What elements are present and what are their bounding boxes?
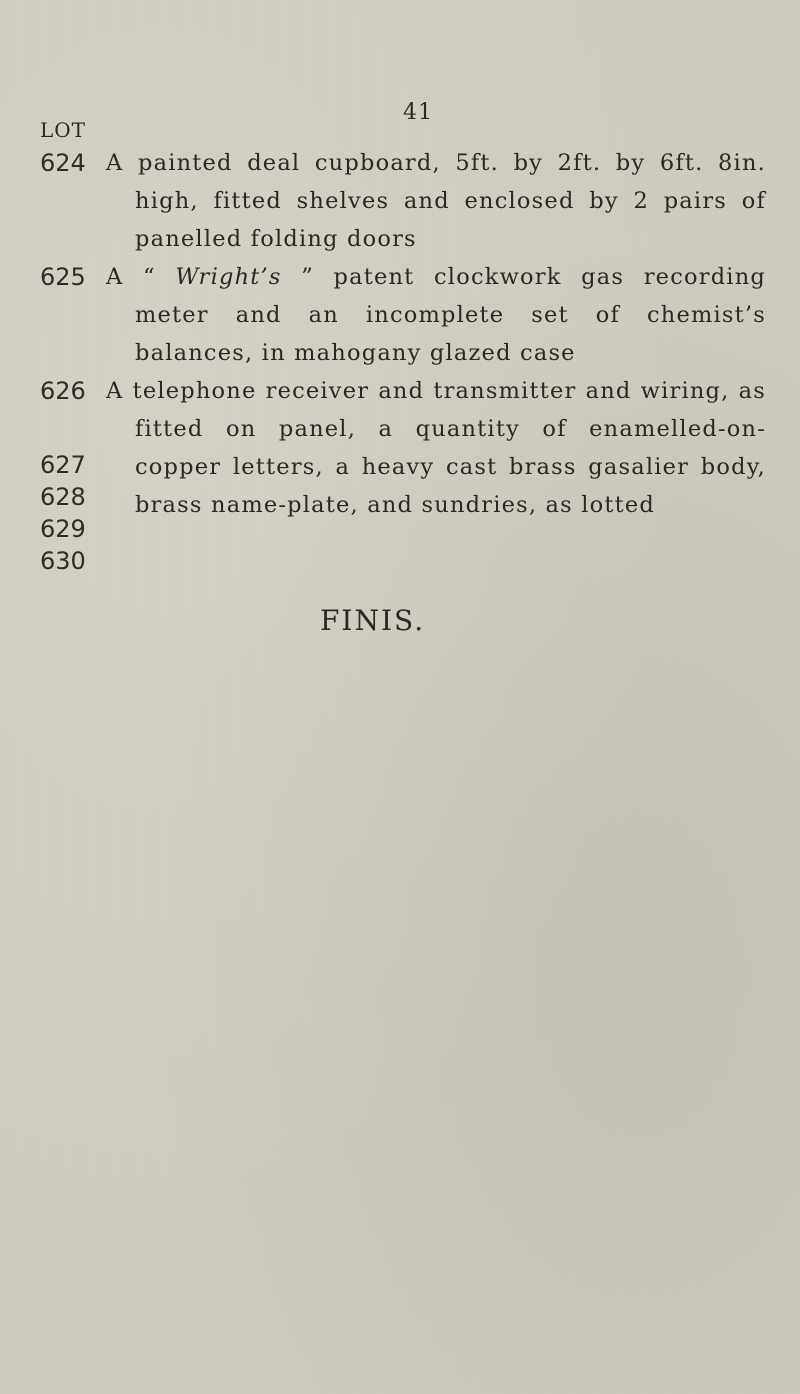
lot-description-text [106,258,766,372]
lot-number: 626 [40,377,86,405]
lot-description [106,372,766,524]
lot-number: 630 [40,547,86,575]
lot-description [106,144,766,258]
lot-description-post: ” patent clockwork gas recording meter and an incomplete set of chemist’s balances, in mahogany glazed case [135,264,766,366]
lot-description-text: A telephone receiver and transmitter and wiring, as fitted on panel, a quantity of enamelled-on-copper letters, a heavy cast brass gasalier body, brass name-plate, and sundries, as lotted [106,378,766,518]
finis-closing: FINIS. [320,604,426,637]
lot-description-italic: Wright’s [175,264,282,290]
lot-number: 629 [40,515,86,543]
lot-number: 624 [40,149,86,177]
lot-description [106,258,766,372]
lot-number: 625 [40,263,86,291]
lot-description-pre: A “ [106,264,176,290]
page-number: 41 [403,100,433,125]
lot-description-text: A painted deal cupboard, 5ft. by 2ft. by 6ft. 8in. high, fitted shelves and enclosed by 2 pairs of panelled folding doors [106,150,766,252]
lot-number: 627 [40,451,86,479]
lot-number: 628 [40,483,86,511]
lot-column-header: LOT [40,118,87,142]
